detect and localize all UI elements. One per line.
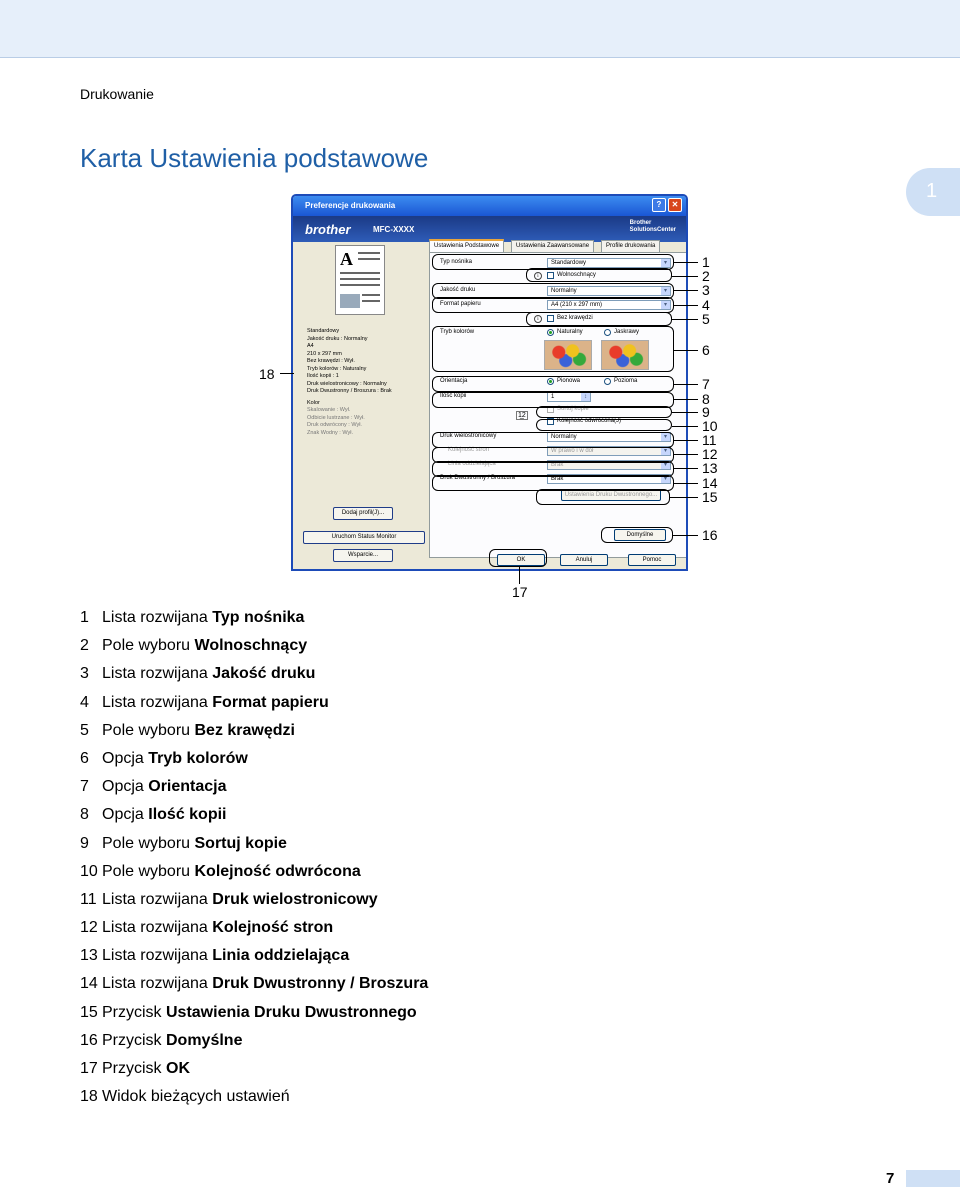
page-order-value: W prawo i w dół — [551, 448, 594, 454]
legend-num: 3 — [80, 665, 89, 683]
legend-num: 12 — [80, 919, 98, 937]
legend-term: Ilość kopii — [148, 806, 227, 824]
callout-11: 11 — [702, 432, 717, 448]
legend-term: Linia oddzielająca — [212, 947, 350, 965]
legend-item — [80, 919, 600, 947]
leader-line — [670, 497, 698, 498]
legend-item — [80, 722, 600, 750]
callout-13: 13 — [702, 460, 718, 476]
page-number: 7 — [886, 1170, 895, 1187]
leader-line — [674, 384, 698, 385]
current-settings-view — [307, 328, 427, 437]
leader-line — [672, 319, 698, 320]
solutions-line2: SolutionsCenter — [629, 227, 676, 233]
close-icon[interactable]: ✕ — [668, 198, 682, 212]
legend-num: 8 — [80, 806, 89, 824]
legend-term: Tryb kolorów — [148, 749, 248, 767]
tab-basic[interactable]: Ustawienia Podstawowe — [429, 239, 504, 252]
chevron-down-icon: ▾ — [661, 475, 670, 483]
collate-icon: 1̲2 — [518, 412, 526, 419]
summary-line: Ilość kopii : 1 — [307, 373, 339, 379]
leader-line — [672, 426, 698, 427]
legend-item — [80, 665, 600, 693]
highlight-5 — [526, 312, 672, 326]
legend-text: Pole wyboru — [102, 834, 195, 852]
multipage-value: Normalny — [551, 434, 577, 440]
highlight-16 — [601, 527, 673, 543]
preview-image — [340, 294, 360, 308]
media-type-label: Typ nośnika — [440, 259, 473, 265]
legend-text: Lista rozwijana — [102, 890, 213, 908]
media-type-value: Standardowy — [551, 260, 587, 266]
callout-2: 2 — [702, 268, 710, 284]
duplex-label: Druk Dwustronny / Broszura — [440, 475, 516, 481]
preview-line — [362, 300, 380, 302]
slow-dry-label: Wolnoschnący — [557, 272, 596, 278]
highlight-10 — [536, 419, 672, 431]
legend-term: Druk Dwustronny / Broszura — [212, 975, 429, 993]
callout-7: 7 — [702, 376, 710, 392]
page-title: Karta Ustawienia podstawowe — [80, 143, 429, 173]
legend-text: Pole wyboru — [102, 721, 195, 739]
legend-text: Lista rozwijana — [102, 609, 213, 626]
highlight-4 — [432, 297, 674, 313]
callout-8: 8 — [702, 391, 710, 407]
highlight-11 — [432, 432, 674, 448]
legend-item — [80, 637, 600, 665]
legend-text: Widok bieżących ustawień — [102, 1088, 290, 1106]
legend-num: 9 — [80, 834, 89, 852]
solutions-center-link[interactable] — [630, 220, 676, 234]
legend-num: 17 — [80, 1060, 98, 1077]
color-vivid-label: Jaskrawy — [614, 329, 640, 335]
landscape-label: Pozioma — [614, 378, 638, 384]
summary-line: A4 — [307, 343, 314, 349]
legend-text: Przycisk — [102, 1003, 166, 1021]
chapter-tab: 1 — [906, 168, 960, 216]
legend-text: Przycisk — [102, 1031, 166, 1049]
callout-3: 3 — [702, 282, 710, 298]
legend-num: 15 — [80, 1003, 98, 1021]
legend-num: 4 — [80, 693, 89, 711]
summary-line: Kolor — [307, 399, 320, 406]
leader-line — [674, 399, 698, 400]
leader-line — [674, 305, 698, 306]
add-profile-button[interactable]: Dodaj profil(J)... — [333, 507, 393, 520]
duplex-value: Brak — [551, 476, 564, 482]
summary-line: Standardowy — [307, 328, 340, 334]
default-button[interactable]: Domyślne — [614, 529, 666, 541]
leader-line — [674, 454, 698, 455]
multipage-label: Druk wielostronicowy — [440, 433, 497, 439]
legend-term: Sortuj kopie — [194, 834, 287, 852]
legend-term: Typ nośnika — [212, 609, 305, 626]
legend-num: 1 — [80, 609, 89, 626]
status-monitor-button[interactable]: Uruchom Status Monitor — [303, 531, 425, 544]
legend-text: Lista rozwijana — [102, 947, 213, 965]
callout-1: 1 — [702, 254, 710, 270]
legend-term: Kolejność odwrócona — [194, 862, 361, 880]
solutions-line1: Brother — [629, 220, 652, 226]
ok-button[interactable]: OK — [497, 554, 545, 566]
preview-line — [358, 258, 380, 260]
legend-num: 6 — [80, 749, 89, 767]
legend-num: 2 — [80, 637, 89, 655]
legend-item — [80, 835, 600, 863]
legend-item — [80, 891, 600, 919]
cancel-button[interactable]: Anuluj — [560, 554, 608, 566]
leader-line — [674, 262, 698, 263]
highlight-15 — [536, 489, 670, 505]
leader-line — [674, 440, 698, 441]
legend-text: Lista rozwijana — [102, 693, 213, 711]
color-natural-label: Naturalny — [557, 329, 583, 335]
running-header: Drukowanie — [80, 86, 154, 102]
highlight-2 — [526, 268, 672, 282]
legend-term: OK — [166, 1060, 190, 1077]
page-order-label: Kolejność stron — [448, 447, 490, 453]
legend-num: 18 — [80, 1088, 98, 1106]
summary-line: Tryb kolorów : Naturalny — [307, 365, 367, 372]
quality-value: Normalny — [551, 288, 577, 294]
preview-line — [358, 252, 380, 254]
tab-profiles[interactable]: Profile drukowania — [601, 240, 660, 252]
legend-text: Lista rozwijana — [102, 665, 213, 683]
legend-text: Lista rozwijana — [102, 919, 213, 937]
callout-17: 17 — [512, 584, 528, 600]
legend-num: 14 — [80, 975, 98, 993]
highlight-7 — [432, 376, 674, 392]
tab-advanced[interactable]: Ustawienia Zaawansowane — [511, 240, 594, 252]
legend-item — [80, 1004, 600, 1032]
legend-item — [80, 806, 600, 834]
leader-line — [674, 350, 698, 351]
legend-term: Domyślne — [166, 1031, 243, 1049]
legend-text: Pole wyboru — [102, 862, 195, 880]
callout-14: 14 — [702, 475, 718, 491]
legend-item — [80, 694, 600, 722]
highlight-17 — [489, 549, 547, 567]
leader-line — [674, 468, 698, 469]
legend-item — [80, 947, 600, 975]
copies-value: 1 — [551, 394, 555, 400]
legend-item — [80, 1032, 600, 1060]
preview-line — [340, 278, 380, 280]
color-mode-label: Tryb kolorów — [440, 329, 475, 335]
info-icon: i — [534, 315, 542, 323]
chevron-down-icon: ▾ — [661, 301, 670, 309]
legend-item — [80, 1088, 600, 1116]
page-number-band — [906, 1170, 960, 1187]
legend-num: 5 — [80, 721, 89, 739]
highlight-6 — [432, 326, 674, 372]
page-preview — [335, 245, 385, 315]
preview-line — [340, 272, 380, 274]
callout-9: 9 — [702, 404, 710, 420]
callout-18: 18 — [259, 366, 275, 382]
legend-num: 11 — [80, 890, 97, 908]
legend-item — [80, 750, 600, 778]
spinner-arrows-icon: ↕ — [581, 393, 590, 401]
dialog-titlebar — [293, 196, 686, 216]
legend-num: 7 — [80, 778, 89, 796]
borderless-label: Bez krawędzi — [557, 315, 593, 321]
legend-term: Wolnoschnący — [194, 637, 308, 655]
leader-line — [673, 535, 698, 536]
brother-logo: brother — [305, 222, 351, 237]
callout-15: 15 — [702, 489, 718, 505]
legend-item — [80, 778, 600, 806]
chevron-down-icon: ▾ — [661, 461, 670, 469]
paper-size-value: A4 (210 x 297 mm) — [551, 302, 603, 308]
legend-term: Kolejność stron — [212, 919, 334, 937]
legend-num: 13 — [80, 947, 98, 965]
legend-item — [80, 1060, 600, 1088]
border-line-value: Brak — [551, 462, 564, 468]
help-icon[interactable]: ? — [652, 198, 666, 212]
preview-line — [340, 284, 380, 286]
callout-10: 10 — [702, 418, 718, 434]
leader-line — [672, 276, 698, 277]
reverse-order-label: Kolejność odwrócona(J) — [557, 418, 622, 424]
legend-term: Ustawienia Druku Dwustronnego — [166, 1003, 417, 1021]
legend-num: 16 — [80, 1031, 98, 1049]
summary-line: Druk wielostronicowy : Normalny — [307, 380, 387, 387]
legend-term: Jakość druku — [212, 665, 316, 683]
leader-line — [674, 290, 698, 291]
help-button[interactable]: Pomoc — [628, 554, 676, 566]
chevron-down-icon: ▾ — [661, 259, 670, 267]
copies-label: Ilość kopii — [440, 393, 467, 399]
model-name: MFC-XXXX — [373, 225, 415, 234]
summary-line: 210 x 297 mm — [307, 350, 342, 357]
orientation-label: Orientacja — [440, 378, 468, 384]
callout-legend — [80, 609, 600, 1116]
legend-text: Lista rozwijana — [102, 975, 213, 993]
legend-item — [80, 975, 600, 1003]
legend-text: Pole wyboru — [102, 637, 195, 655]
paper-size-label: Format papieru — [440, 301, 481, 307]
collate-label: Sortuj kopie — [557, 406, 589, 412]
border-line-label: Linia oddzielająca — [448, 461, 496, 467]
portrait-label: Pionowa — [557, 378, 581, 384]
quality-label: Jakość druku — [440, 287, 476, 293]
callout-4: 4 — [702, 297, 710, 313]
legend-term: Format papieru — [212, 693, 329, 711]
legend-text: Opcja — [102, 806, 149, 824]
legend-term: Druk wielostronicowy — [212, 890, 378, 908]
info-icon: i — [534, 272, 542, 280]
callout-16: 16 — [702, 527, 718, 543]
leader-line — [674, 483, 698, 484]
preview-line — [362, 294, 380, 296]
summary-line: Jakość druku : Normalny — [307, 335, 368, 342]
preview-glyph: A — [340, 249, 353, 269]
leader-line — [672, 412, 698, 413]
duplex-settings-button[interactable]: Ustawienia Druku Dwustronnego... — [561, 489, 661, 501]
summary-line: Druk Dwustronny / Broszura : Brak — [307, 388, 392, 394]
legend-item — [80, 863, 600, 891]
summary-line: Bez krawędzi : Wył. — [307, 358, 355, 364]
summary-line: Znak Wodny : Wył. — [307, 429, 354, 436]
callout-5: 5 — [702, 311, 710, 327]
legend-num: 10 — [80, 862, 98, 880]
support-button[interactable]: Wsparcie... — [333, 549, 393, 562]
chevron-down-icon: ▾ — [661, 287, 670, 295]
leader-line — [280, 373, 294, 374]
legend-term: Bez krawędzi — [194, 721, 295, 739]
legend-text: Opcja — [102, 778, 149, 796]
leader-line — [519, 567, 520, 584]
summary-line: Odbicie lustrzane : Wył. — [307, 414, 365, 421]
chevron-down-icon: ▾ — [661, 447, 670, 455]
legend-term: Orientacja — [148, 778, 227, 796]
legend-item — [80, 609, 600, 637]
legend-text: Przycisk — [102, 1060, 166, 1077]
summary-line: Druk odwrócony : Wył. — [307, 422, 362, 428]
callout-6: 6 — [702, 342, 710, 358]
dialog-title: Preferencje drukowania — [305, 201, 396, 210]
callout-12: 12 — [702, 446, 718, 462]
summary-line: Skalowanie : Wył. — [307, 407, 351, 413]
chevron-down-icon: ▾ — [661, 433, 670, 441]
legend-text: Opcja — [102, 749, 149, 767]
highlight-9 — [536, 406, 672, 418]
top-band — [0, 0, 960, 58]
